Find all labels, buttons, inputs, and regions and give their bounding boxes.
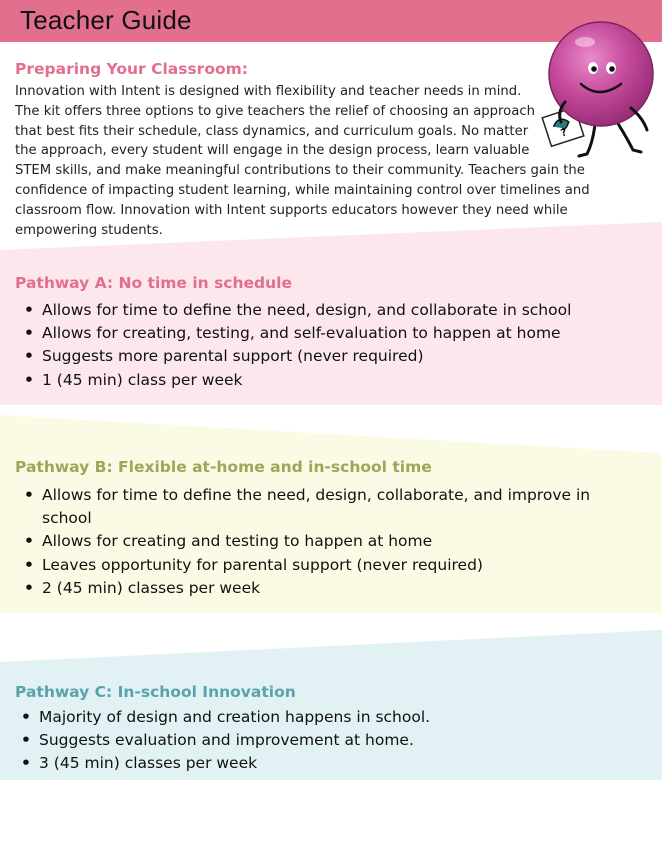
- intro-line: that best fits their schedule, class dynamics, and curriculum goals. No matter: [15, 123, 529, 139]
- list-item: • Suggests more parental support (never required): [22, 345, 632, 368]
- list-item: • 2 (45 min) classes per week: [22, 577, 622, 600]
- pathway-c-heading: Pathway C: In-school Innovation: [15, 683, 296, 701]
- pathway-a-heading: Pathway A: No time in schedule: [15, 274, 292, 292]
- list-item: • Allows for time to define the need, design, collaborate, and improve in school: [22, 484, 622, 530]
- page-title: Teacher Guide: [20, 5, 192, 35]
- list-item: • Allows for time to define the need, design, and collaborate in school: [22, 299, 632, 322]
- pathway-b-list: [22, 484, 622, 600]
- list-item: • 1 (45 min) class per week: [22, 369, 632, 392]
- list-item: • Allows for creating, testing, and self-evaluation to happen at home: [22, 322, 632, 345]
- pathway-a-list: [22, 299, 632, 392]
- intro-line: classroom flow. Innovation with Intent supports educators however they need while: [15, 202, 568, 218]
- pathway-c-list: [19, 706, 629, 776]
- intro-line: The kit offers three options to give teachers the relief of choosing an approach: [15, 103, 535, 119]
- list-item: • 3 (45 min) classes per week: [19, 752, 629, 775]
- intro-line: empowering students.: [15, 222, 163, 238]
- intro-line: Innovation with Intent is designed with flexibility and teacher needs in mind.: [15, 84, 522, 99]
- list-item: • Allows for creating and testing to happen at home: [22, 530, 622, 553]
- list-item: • Leaves opportunity for parental support (never required): [22, 554, 622, 577]
- intro-line: confidence of impacting student learning, while maintaining control over timelines and: [15, 182, 590, 198]
- pathway-b-heading: Pathway B: Flexible at-home and in-school time: [15, 458, 432, 476]
- intro-paragraph: [15, 82, 595, 240]
- svg-text:?: ?: [559, 127, 569, 140]
- intro-line: STEM skills, and make meaningful contributions to their community. Teachers gain the: [15, 163, 585, 179]
- list-item: • Majority of design and creation happens in school.: [19, 706, 629, 729]
- intro-heading: Preparing Your Classroom:: [15, 60, 248, 78]
- list-item: • Suggests evaluation and improvement at home.: [19, 729, 629, 752]
- intro-line: the approach, every student will engage in the design process, learn valuable: [15, 143, 530, 159]
